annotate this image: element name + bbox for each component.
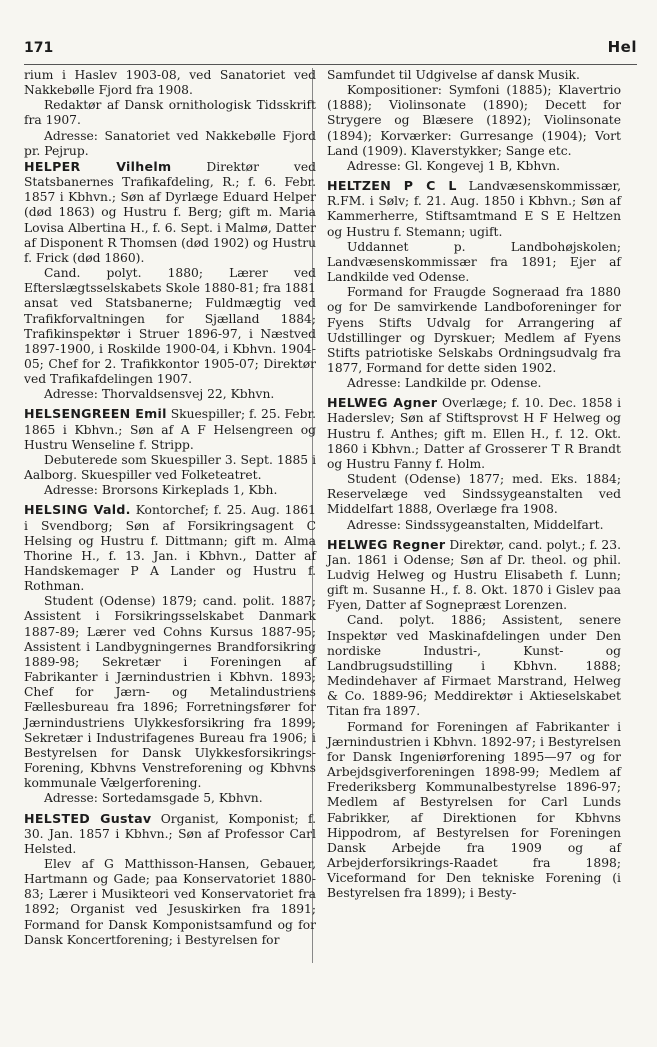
entry-career: Elev af G Matthisson-Hansen, Gebauer, Hartmann og Gade; paa Konservatoriet 1880-83; Lærer i Musikteori ved Konservatoriet fra 1892; Organist ved Jesuskirken fra 1891; Formand for Dansk Komponistsamfund og for Dansk Koncertforening; i Bestyrelsen for xyxy=(24,856,316,947)
right-column xyxy=(327,68,621,901)
entry-text: Direktør, cand. polyt.; f. 23. Jan. 1861 i Odense; Søn af Dr. theol. og phil. Ludvig Helweg og Hustru Elisabeth f. Lunn; gift m. Susanne H., f. 8. Okt. 1870 i Gislev paa Fyen, Datter af Sognepræst Lorenzen. xyxy=(327,537,621,613)
running-head: Hel xyxy=(607,38,637,56)
entry-helweg-regner xyxy=(327,537,621,902)
entry-text: Kontorchef; f. 25. Aug. 1861 i Svendborg; Søn af Forsikringsagent C Helsing og Hustru f. Dittmann; gift m. Alma Thorine H., f. 13. Jan. i Kbhvn., Datter af Handskemager P A Lander og Hustru f. Rothman. xyxy=(24,503,316,594)
entry-text: Skuespiller; f. 25. Febr. 1865 i Kbhvn.; Søn af A F Helsengreen og Hustru Wenseline f. Stripp. xyxy=(24,407,316,452)
page-header xyxy=(24,38,637,60)
entry-career: Debuterede som Skuespiller 3. Sept. 1885 i Aalborg. Skuespiller ved Folketeatret. xyxy=(24,452,316,483)
entry-helsing xyxy=(24,502,316,806)
entry-address: Adresse: Sortedamsgade 5, Kbhvn. xyxy=(44,791,263,806)
entry-career: Formand for Foreningen af Fabrikanter i Jærnindustrien i Kbhvn. 1892-97; i Bestyrelsen for Dansk Ingeniørforening 1895—97 og for Arbejdsgiverforeningen 1898-99; Medlem af Frederiksberg Kommunalbestyrelse 1896-97; Medlem af Bestyrelsen for Carl Lunds Fabrikker, af Direktionen for Kbhvns Hippodrom, af Bestyrelsen for Foreningen Dansk Arbejde fra 1909 og af Arbejderforsikrings-Raadet fra 1898; Viceformand for Den tekniske Forening (i Bestyrelsen fra 1899); i Besty- xyxy=(327,719,621,901)
entry-name: HELSENGREEN Emil xyxy=(24,406,167,422)
continued-text: Kompositioner: Symfoni (1885); Klavertrio (1888); Violinsonate (1890); Decett for Strygere og Blæsere (1892); Violinsonate (1894); Korværker: Gurresange (1904); Vort Land (1909). Klaverstykker; Sange etc. xyxy=(327,83,621,158)
entry-career: Student (Odense) 1877; med. Eks. 1884; Reservelæge ved Sindssygeanstalten ved Middelfart 1888, Overlæge fra 1908. xyxy=(327,472,621,517)
entry-address: Adresse: Brorsons Kirkeplads 1, Kbh. xyxy=(44,483,278,498)
entry-name: HELSTED Gustav xyxy=(24,810,152,826)
entry-address: Adresse: Thorvaldsensvej 22, Kbhvn. xyxy=(44,387,275,402)
entry-name: HELPER Vilhelm xyxy=(24,158,172,174)
continued-address: Adresse: Gl. Kongevej 1 B, Kbhvn. xyxy=(347,158,561,173)
entry-helsted xyxy=(24,811,316,948)
entry-address: Adresse: Sindssygeanstalten, Middelfart. xyxy=(347,517,604,532)
entry-helweg-agner xyxy=(327,395,621,532)
header-rule xyxy=(24,64,637,65)
entry-text: Organist, Komponist; f. 30. Jan. 1857 i Kbhvn.; Søn af Professor Carl Helsted. xyxy=(24,811,316,856)
continued-text: Redaktør af Dansk ornithologisk Tidsskrift fra 1907. xyxy=(24,98,316,128)
entry-helsengreen xyxy=(24,406,316,498)
entry-address: Adresse: Landkilde pr. Odense. xyxy=(347,376,542,391)
entry-helper xyxy=(24,159,316,403)
continued-text: rium i Haslev 1903-08, ved Sanatoriet ved Nakkebølle Fjord fra 1908. xyxy=(24,68,316,98)
entry-name: HELWEG Agner xyxy=(327,395,438,411)
entry-name: HELSING Vald. xyxy=(24,502,131,518)
entry-career: Formand for Fraugde Sogneraad fra 1880 og for De samvirkende Landboforeninger for Fyens Stifts Udvalg for Arrangering af Udstillinger og Dyrskuer; Medlem af Fyens Stifts patriotiske Selskabs Ordningsudvalg fra 1877, Formand for dette siden 1902. xyxy=(327,285,621,375)
continued-address: Adresse: Sanatoriet ved Nakkebølle Fjord pr. Pejrup. xyxy=(24,128,316,158)
entry-text: Landvæsenskommissær, R.FM. i Sølv; f. 21. Aug. 1850 i Kbhvn.; Søn af Kammerherre, Stiftsamtmand E S E Heltzen og Hustru f. Stemann; ugift. xyxy=(327,179,621,239)
entry-name: HELTZEN P C L xyxy=(327,178,457,194)
entry-text: Direktør ved Statsbanernes Trafikafdeling, R.; f. 6. Febr. 1857 i Kbhvn.; Søn af Dyrlæge Eduard Helper (død 1863) og Hustru f. Berg; gift m. Maria Lovisa Albertina H., f. 6. Sept. i Malmø, Datter af Disponent R Thomsen (død 1902) og Hustru f. Frick (død 1860). xyxy=(24,159,316,265)
continued-text: Samfundet til Udgivelse af dansk Musik. xyxy=(327,68,580,82)
entry-name: HELWEG Regner xyxy=(327,536,446,552)
page-number: 171 xyxy=(24,40,54,56)
entry-career: Uddannet p. Landbohøjskolen; Landvæsenskommissær fra 1891; Ejer af Landkilde ved Odense. xyxy=(327,239,621,285)
entry-text: Overlæge; f. 10. Dec. 1858 i Haderslev; Søn af Stiftsprovst H F Helweg og Hustru f. Anthes; gift m. Ellen H., f. 12. Okt. 1860 i Kbhvn.; Datter af Grosserer T R Brandt og Hustru Fanny f. Holm. xyxy=(327,396,622,471)
entry-career: Cand. polyt. 1886; Assistent, senere Inspektør ved Maskinafdelingen under Den nordiske Industri-, Kunst- og Landbrugsudstilling i Kbhvn. 1888; Medindehaver af Firmaet Marstrand, Helweg & Co. 1889-96; Meddirektør i Aktieselskabet Titan fra 1897. xyxy=(327,613,621,719)
left-column xyxy=(24,68,316,948)
entry-heltzen xyxy=(327,178,621,391)
entry-career: Student (Odense) 1879; cand. polit. 1887; Assistent i Forsikringsselskabet Danmark 1887-89; Lærer ved Cohns Kursus 1887-95; Assistent i Landbygningernes Brandforsikring 1889-98; Sekretær i Foreningen af Fabrikanter i Jærnindustrien i Kbhvn. 1893; Chef for Jærn- og Metalindustriens Fællesbureau fra 1896; Forretningsfører for Jærnindustriens Ulykkesforsikring fra 1899; Sekretær i Industrifagenes Bureau fra 1906; i Bestyrelsen for Dansk Ulykkesforsikrings-Forening, Kbhvns Venstreforening og Kbhvns kommunale Vælgerforening. xyxy=(24,594,316,791)
entry-career: Cand. polyt. 1880; Lærer ved Efterslægtsselskabets Skole 1880-81; fra 1881 ansat ved Statsbanerne; Fuldmægtig ved Trafikforvaltningen for Sjælland 1884; Trafikinspektør i Struer 1896-97, i Næstved 1897-1900, i Roskilde 1900-04, i Kbhvn. 1904-05; Chef for 2. Trafikkontor 1905-07; Direktør ved Trafikafdelingen 1907. xyxy=(24,266,316,387)
